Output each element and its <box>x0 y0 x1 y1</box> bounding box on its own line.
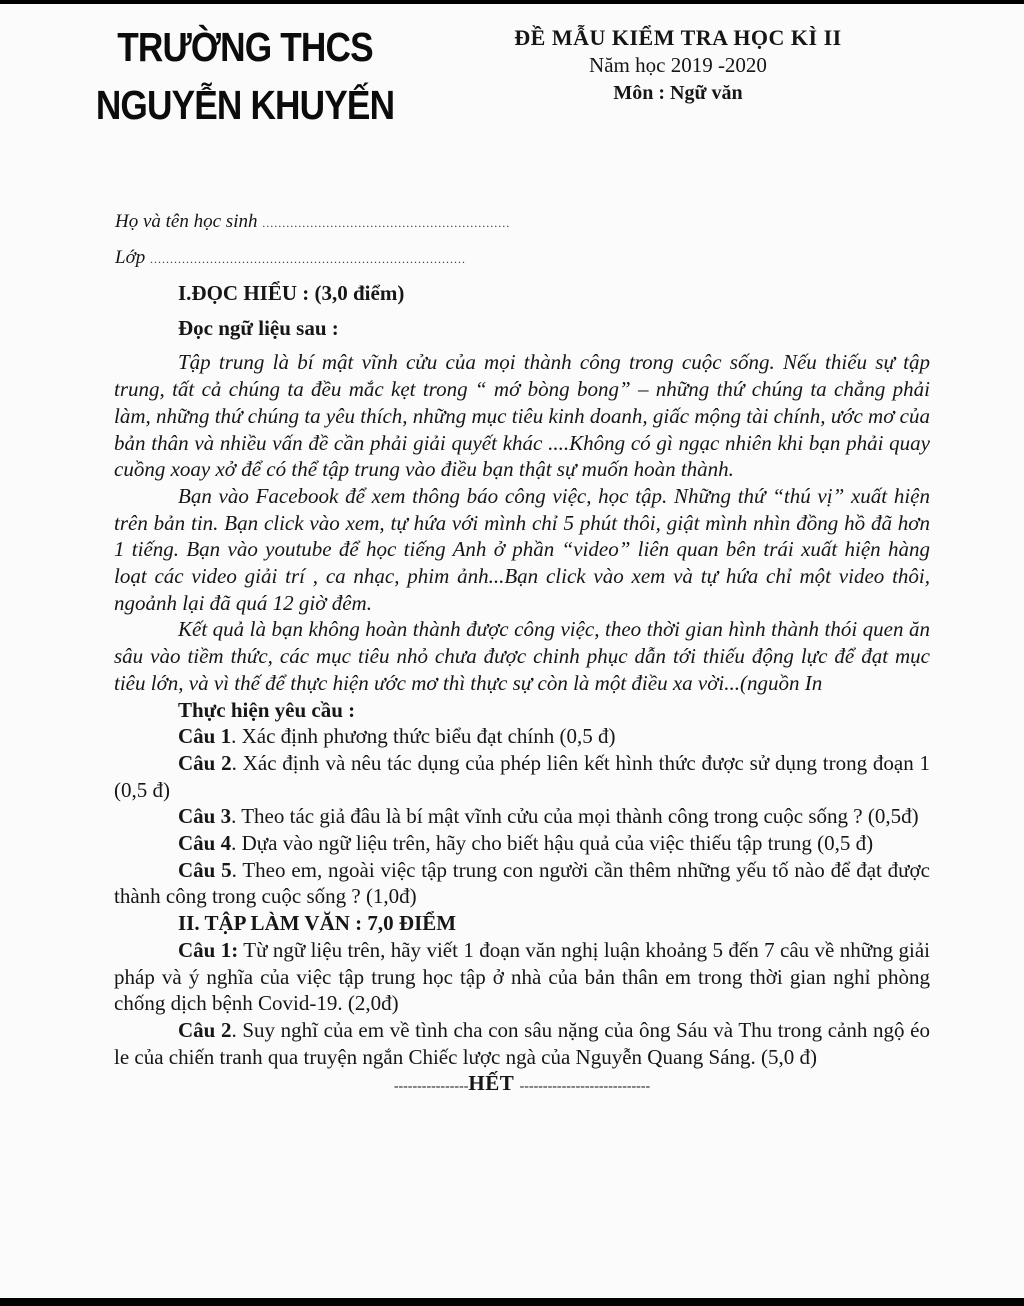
exam-page <box>0 4 1024 1298</box>
question-4 <box>114 830 930 857</box>
question-label: Câu 5 <box>178 857 232 882</box>
student-name-label: Họ và tên học sinh <box>115 211 258 232</box>
school-year: Năm học 2019 -2020 <box>589 53 767 77</box>
class-field <box>115 247 466 269</box>
question-text: . Dựa vào ngữ liệu trên, hãy cho biết hậu quả của việc thiếu tập trung (0,5 đ) <box>231 831 874 856</box>
class-dots: ............................................................................... <box>149 252 466 266</box>
passage-paragraph: Tập trung là bí mật vĩnh cửu của mọi thành công trong cuộc sống. Nếu thiếu sự tập trung, tất cả chúng ta đều mắc kẹt trong “ mớ bòng bong” – những thứ chúng ta chẳng phải làm, những thứ chúng ta yêu thích, những mục tiêu kinh doanh, giấc mộng tài chính, ước mơ của bản thân và nhiều vấn đề cần phải giải quyết khác ....Không có gì ngạc nhiên khi bạn phải quay cuồng xoay xở để có thể tập trung vào điều bạn thật sự muốn hoàn thành. <box>114 350 930 482</box>
question-text: . Suy nghĩ của em về tình cha con sâu nặng của ông Sáu và Thu trong cảnh ngộ éo le của chiến tranh qua truyện ngắn Chiếc lược ngà của Nguyễn Quang Sáng. (5,0 đ) <box>114 1017 930 1069</box>
essay-question-1 <box>114 937 930 1017</box>
question-text: . Xác định và nêu tác dụng của phép liên kết hình thức được sử dụng trong đoạn 1 (0,5 đ) <box>114 750 930 802</box>
question-label: Câu 4 <box>178 831 232 856</box>
class-label: Lớp <box>115 247 146 268</box>
end-dash-left: ---------------- <box>393 1079 469 1095</box>
question-label: Câu 1: <box>178 937 239 962</box>
question-label: Câu 2 <box>178 750 232 775</box>
question-text: Từ ngữ liệu trên, hãy viết 1 đoạn văn nghị luận khoảng 5 đến 7 câu về những giải pháp và ý nghĩa của việc tập trung học tập ở nhà của bản thân em trong thời gian nghỉ phòng chống dịch bệnh Covid-19. (2,0đ) <box>114 937 930 1016</box>
passage-paragraph: Bạn vào Facebook để xem thông báo công việc, học tập. Những thứ “thú vị” xuất hiện trên bản tin. Bạn click vào xem, tự hứa với mình chỉ 5 phút thôi, giật mình nhìn đồng hồ đã hơn 1 tiếng. Bạn vào youtube để học tiếng Anh ở phần “video” liên quan bên trái xuất hiện hàng loạt các video giải trí , ca nhạc, phim ảnh...Bạn click vào xem và tự hứa chỉ một video thôi, ngoảnh lại đã quá 12 giờ đêm. <box>114 483 930 615</box>
question-3 <box>114 803 930 830</box>
part1-title: I.ĐỌC HIỂU : (3,0 điểm) <box>178 281 405 305</box>
end-text: HẾT <box>468 1071 514 1096</box>
part2-title: II. TẬP LÀM VĂN : 7,0 ĐIỂM <box>178 911 457 936</box>
task-heading: Thực hiện yêu cầu : <box>178 697 356 722</box>
part1-instruction: Đọc ngữ liệu sau : <box>178 315 339 340</box>
question-text: . Theo em, ngoài việc tập trung con người cần thêm những yếu tố nào để đạt được thành công trong cuộc sống ? (1,0đ) <box>114 857 930 909</box>
end-marker <box>114 1070 930 1101</box>
end-dash-right: ---------------------------- <box>519 1079 651 1095</box>
passage-paragraph: Kết quả là bạn không hoàn thành được công việc, theo thời gian hình thành thói quen ăn sâu vào tiềm thức, các mục tiêu nhỏ chưa được chinh phục dẫn tới thiếu động lực để đạt mục tiêu lớn, và vì thế để thực hiện ước mơ thì thực sự còn là một điều xa vời...(nguồn In <box>114 617 930 695</box>
question-label: Câu 2 <box>178 1017 232 1042</box>
question-label: Câu 3 <box>178 804 232 829</box>
exam-header <box>490 24 866 106</box>
exam-title: ĐỀ MẪU KIỂM TRA HỌC KÌ II <box>514 25 842 50</box>
school-name: TRƯỜNG THCS NGUYỄN KHUYẾN <box>95 24 395 128</box>
question-2 <box>114 750 930 803</box>
question-text: . Theo tác giả đâu là bí mật vĩnh cửu của mọi thành công trong cuộc sống ? (0,5đ) <box>231 804 919 829</box>
subject: Môn : Ngữ văn <box>613 82 743 104</box>
student-name-field <box>115 211 510 233</box>
essay-question-2 <box>114 1017 930 1070</box>
question-5 <box>114 857 930 910</box>
student-name-dots: .............................................................. <box>262 216 511 230</box>
question-text: . Xác định phương thức biểu đạt chính (0,5 đ) <box>231 724 616 749</box>
question-label: Câu 1 <box>178 724 232 749</box>
question-1 <box>114 723 930 750</box>
exam-content <box>114 280 930 1101</box>
